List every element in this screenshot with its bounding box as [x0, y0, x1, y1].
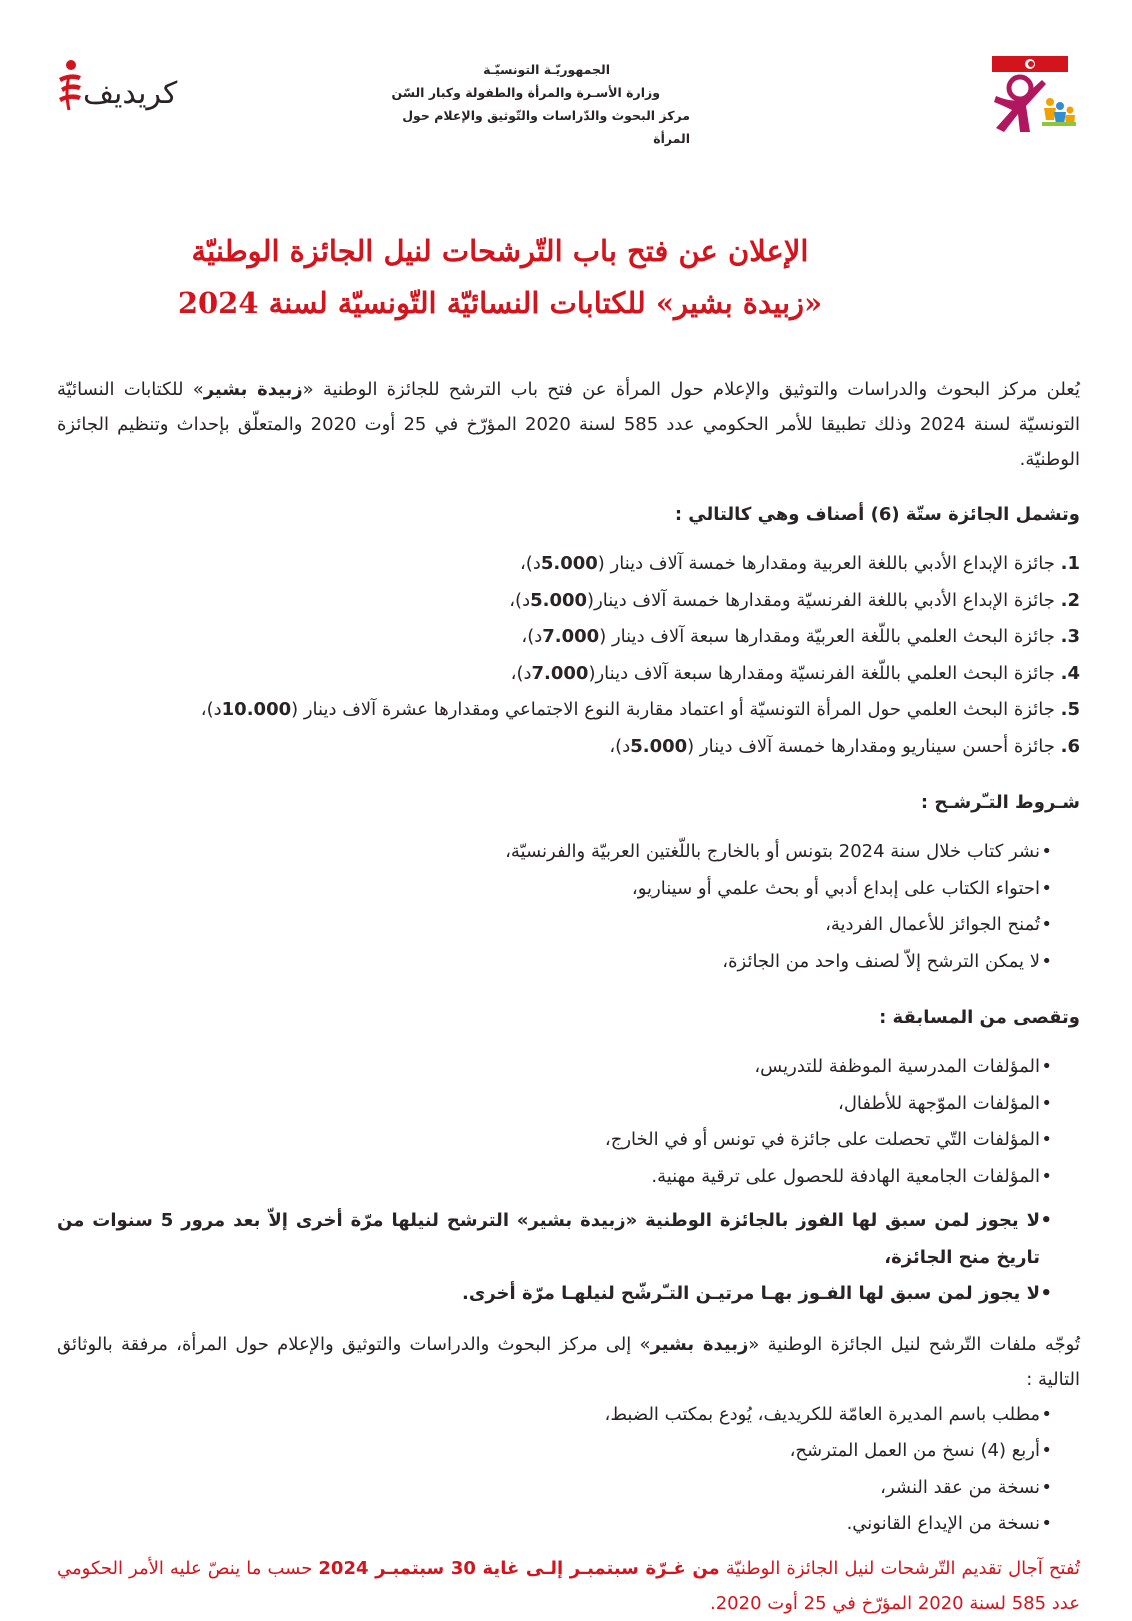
deadline-dates: من غـرّة سبتمبـر إلـى غاية 30 سبتمبـر 2024	[318, 1557, 720, 1579]
prize-text: جائزة البحث العلمي حول المرأة التونسيّة أو اعتماد مقاربة النوع الاجتماعي ومقدارها عشرة آلاف دينار (	[291, 699, 1055, 720]
condition-item: • لا يمكن الترشح إلاّ لصنف واحد من الجائزة،	[57, 944, 1080, 981]
categories-heading: وتشمل الجائزة ستّة (6) أصناف وهي كالتالي :	[674, 504, 1080, 525]
condition-item: • نشر كتاب خلال سنة 2024 بتونس أو بالخارج باللّغتين العربيّة والفرنسيّة،	[57, 834, 1080, 871]
prize-number: 5.	[1060, 699, 1080, 720]
exclusions-rules-list	[57, 1203, 1080, 1313]
exclusion-item: • المؤلفات التّي تحصلت على جائزة في تونس أو في الخارج،	[57, 1122, 1080, 1159]
deadline-paragraph	[57, 1551, 1080, 1621]
exclusion-rule-item: • لا يجوز لمن سبق لها الفـوز بهـا مرتيـن التـّرشّح لنيلهـا مرّة أخرى.	[57, 1276, 1080, 1313]
prize-amount: 10.000	[221, 699, 292, 720]
ministry-line: وزارة الأسـرة والمرأة والطفولة وكبار السّن	[391, 85, 660, 100]
prize-amount: 5.000	[530, 589, 588, 611]
crediff-figure-icon	[55, 58, 85, 118]
title-line-1: الإعلان عن فتح باب التّرشحات لنيل الجائزة الوطنيّة	[191, 234, 809, 268]
family-emblem-icon	[990, 56, 1076, 136]
prize-amount: 7.000	[531, 662, 589, 684]
prize-category-item	[57, 692, 1080, 729]
prize-category-item	[57, 546, 1080, 583]
prize-number: 2.	[1060, 589, 1080, 611]
prize-currency: د)،	[510, 662, 532, 684]
required-document-item: • نسخة من الإيداع القانوني.	[57, 1506, 1080, 1543]
prize-text: جائزة الإبداع الأدبي باللغة العربية ومقدارها خمسة آلاف دينار (	[597, 553, 1055, 574]
prize-currency: د)،	[200, 699, 222, 720]
prize-name: زبيدة بشير	[203, 379, 303, 400]
documents-text-2: » إلى مركز البحوث والدراسات والتوثيق والإعلام حول المرأة، مرفقة بالوثائق التالية :	[57, 1333, 1080, 1390]
prize-number: 1.	[1060, 553, 1080, 574]
documents-intro	[57, 1327, 1080, 1397]
prize-currency: د)،	[509, 589, 531, 611]
prize-categories-list	[57, 546, 1080, 765]
center-line: مركز البحوث والدّراسات والتّوثيق والإعلام حول المرأة	[402, 108, 690, 146]
deadline-text-1: تُفتح آجال تقديم التّرشحات لنيل الجائزة الوطنيّة	[719, 1557, 1080, 1579]
prize-category-item	[57, 619, 1080, 656]
required-document-item: • أربع (4) نسخ من العمل المترشح،	[57, 1433, 1080, 1470]
exclusion-item: • المؤلفات الجامعية الهادفة للحصول على ترقية مهنية.	[57, 1159, 1080, 1196]
prize-number: 3.	[1060, 626, 1080, 647]
prize-text: جائزة البحث العلمي باللّغة العربيّة ومقدارها سبعة آلاف دينار (	[599, 626, 1055, 647]
title-line-2: «زبيدة بشير» للكتابات النسائيّة التّونسيّة لسنة 2024	[177, 286, 823, 320]
condition-item: • احتواء الكتاب على إبداع أدبي أو بحث علمي أو سيناريو،	[57, 871, 1080, 908]
intro-text-2: » للكتابات النسائيّة التونسيّة لسنة 2024 وذلك تطبيقا للأمر الحكومي عدد 585 لسنة 2020 المؤرّخ في 25 أوت 2020 والمتعلّق بإحداث وتنظيم الجائزة الوطنيّة.	[57, 379, 1080, 470]
prize-text: جائزة أحسن سيناريو ومقدارها خمسة آلاف دينار (	[687, 735, 1055, 757]
documents-text-1: تُوجّه ملفات التّرشح لنيل الجائزة الوطنية «	[748, 1333, 1080, 1355]
documents-list	[57, 1397, 1080, 1543]
prize-amount: 7.000	[542, 626, 600, 647]
prize-category-item	[57, 729, 1080, 766]
intro-text-1: يُعلن مركز البحوث والدراسات والتوثيق والإعلام حول المرأة عن فتح باب الترشح للجائزة الوطنية «	[302, 379, 1080, 400]
exclusions-list	[57, 1049, 1080, 1195]
condition-item: • تُمنح الجوائز للأعمال الفردية،	[57, 907, 1080, 944]
ministry-header	[380, 58, 710, 150]
prize-currency: د)،	[520, 553, 541, 574]
page-title	[120, 225, 880, 329]
prize-text: جائزة البحث العلمي باللّغة الفرنسيّة ومقدارها سبعة آلاف دينار(	[588, 662, 1055, 684]
prize-category-item	[57, 656, 1080, 693]
announcement-body	[57, 372, 1080, 1621]
republic-line: الجمهوريّـة التونسيّـة	[483, 62, 610, 77]
prize-text: جائزة الإبداع الأدبي باللغة الفرنسيّة ومقدارها خمسة آلاف دينار(	[587, 589, 1055, 611]
intro-paragraph	[57, 372, 1080, 477]
crediff-logo	[55, 58, 178, 120]
prize-number: 6.	[1060, 735, 1080, 757]
documents-prize-name: زبيدة بشير	[650, 1333, 749, 1355]
prize-currency: د)،	[609, 735, 631, 757]
required-document-item: • مطلب باسم المديرة العامّة للكريديف، يُودع بمكتب الضبط،	[57, 1397, 1080, 1434]
conditions-list	[57, 834, 1080, 980]
ministry-logo	[990, 56, 1076, 136]
prize-amount: 5.000	[540, 553, 598, 574]
prize-amount: 5.000	[630, 735, 688, 757]
prize-number: 4.	[1060, 662, 1080, 684]
prize-currency: د)،	[521, 626, 543, 647]
prize-category-item	[57, 583, 1080, 620]
crediff-wordmark: كريديف	[83, 76, 178, 111]
conditions-heading: شـروط التـّرشـح :	[920, 792, 1080, 813]
exclusions-heading: وتقصى من المسابقة :	[879, 1007, 1080, 1028]
required-document-item: • نسخة من عقد النشر،	[57, 1470, 1080, 1507]
exclusion-rule-item: • لا يجوز لمن سبق لها الفوز بالجائزة الوطنية «زبيدة بشير» الترشح لنيلها مرّة أخرى إلاّ بعد مرور 5 سنوات من تاريخ منح الجائزة،	[57, 1203, 1080, 1276]
deadline-text-2: حسب ما ينصّ عليه الأمر الحكومي عدد 585 لسنة 2020 المؤرّخ في 25 أوت 2020.	[57, 1557, 1080, 1614]
exclusion-item: • المؤلفات المدرسية الموظفة للتدريس،	[57, 1049, 1080, 1086]
exclusion-item: • المؤلفات الموّجهة للأطفال،	[57, 1086, 1080, 1123]
